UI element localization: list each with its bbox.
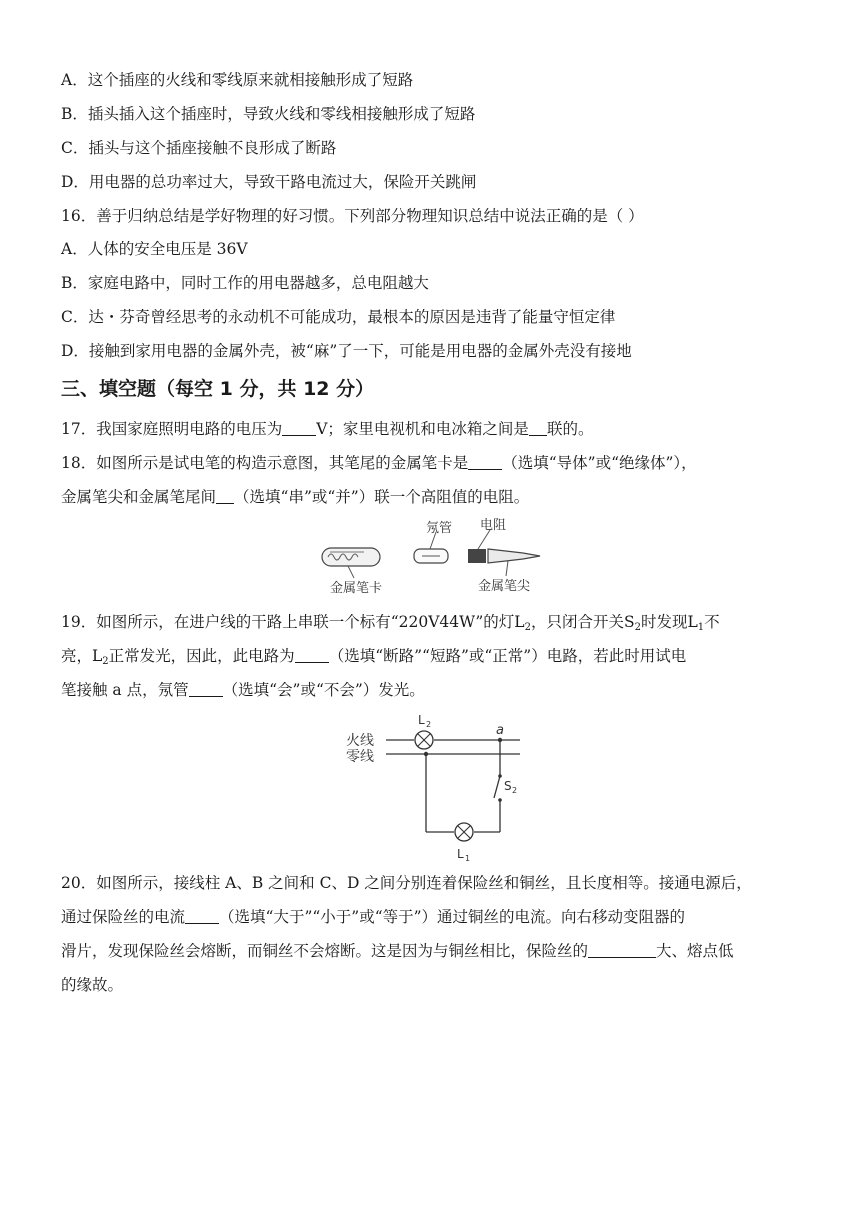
q19-text-1: 19．如图所示，在进户线的干路上串联一个标有“220V44W”的灯L [61,613,525,631]
q19-text-7: （选填“断路”“短路”或“正常”）电路，若此时用试电 [328,647,687,665]
label-s2: S [504,779,512,793]
label-neon-tube: 氖管 [426,521,453,536]
q20-line4: 的缘故。 [61,976,124,994]
q19-sub-2: 2 [634,622,641,633]
q20-blank-property[interactable] [588,942,656,958]
q17-text [61,419,593,439]
q19-text-2: ，只闭合开关S [530,613,635,631]
q19-line1 [61,612,720,638]
q17-part1: 17．我国家庭照明电路的电压为 [61,420,283,438]
q18-text-1: 18．如图所示是试电笔的构造示意图，其笔尾的金属笔卡是 [61,454,469,472]
q19-text-3: 时发现L [640,613,698,631]
q20-text-2: （选填“大于”“小于”或“等于”）通过铜丝的电流。向右移动变阻器的 [219,908,686,926]
q16-option-b: B．家庭电路中，同时工作的用电器越多，总电阻越大 [61,274,429,292]
q19-sub-3: 1 [697,622,705,633]
q18-text-3: 金属笔尖和金属笔尾间 [61,488,217,506]
q18-line1 [61,453,697,473]
q18-line2 [61,487,529,507]
q17-blank-voltage[interactable] [282,420,316,436]
label-s2-sub: 2 [512,786,518,795]
q15-option-a: A．这个插座的火线和零线原来就相接触形成了短路 [61,71,414,89]
label-metal-clip: 金属笔卡 [330,581,383,596]
q19-blank-neon[interactable] [189,681,223,697]
q15-option-c: C．插头与这个插座接触不良形成了断路 [61,139,337,157]
q19-sub-1: 2 [524,622,531,633]
label-resistor: 电阻 [480,518,507,533]
q16-option-c: C．达・芬奇曾经思考的永动机不可能成功，最根本的原因是违背了能量守恒定律 [61,308,616,326]
q16-option-a: A．人体的安全电压是 36V [61,240,248,258]
q20-text-4: 大、熔点低 [656,942,734,960]
label-live-wire: 火线 [346,733,374,749]
label-point-a: a [496,723,504,738]
q18-blank-material[interactable] [468,454,502,470]
q16-stem: 16．善于归纳总结是学好物理的好习惯。下列部分物理知识总结中说法正确的是（ ） [61,207,644,225]
test-pen-figure [318,516,548,596]
q19-text-4: 不 [704,613,720,631]
q15-option-d: D．用电器的总功率过大，导致干路电流过大，保险开关跳闸 [61,173,477,191]
q20-line1: 20．如图所示，接线柱 A、B 之间和 C、D 之间分别连着保险丝和铜丝，且长度相等。接通电源后， [61,874,752,892]
q17-blank-connection[interactable] [529,420,547,436]
q15-option-b: B．插头插入这个插座时，导致火线和零线相接触形成了短路 [61,105,476,123]
label-neutral-wire: 零线 [346,749,374,765]
q19-text-6: 正常发光，因此，此电路为 [108,647,295,665]
q17-part2: V；家里电视机和电冰箱之间是 [316,420,529,438]
q20-line2 [61,907,685,927]
q18-blank-series[interactable] [216,488,234,504]
label-l2-sub: 2 [426,720,432,729]
label-l2: L [418,713,425,727]
q19-text-5: 亮，L [61,647,103,665]
q20-text-3: 滑片，发现保险丝会熔断，而铜丝不会熔断。这是因为与铜丝相比，保险丝的 [61,942,589,960]
q19-line2 [61,646,686,672]
q17-part3: 联的。 [546,420,594,438]
q19-text-9: （选填“会”或“不会”）发光。 [222,681,425,699]
q20-blank-current[interactable] [185,908,219,924]
label-l1-sub: 1 [465,854,471,863]
q20-line3 [61,941,734,961]
q19-text-8: 笔接触 a 点，氖管 [61,681,189,699]
q16-option-d: D．接触到家用电器的金属外壳，被“麻”了一下，可能是用电器的金属外壳没有接地 [61,342,632,360]
q18-text-4: （选填“串”或“并”）联一个高阻值的电阻。 [234,488,530,506]
q19-line3 [61,680,425,700]
q19-blank-circuit-state[interactable] [295,647,329,663]
label-l1: L [457,847,464,861]
label-metal-tip: 金属笔尖 [478,579,531,594]
q18-text-2: （选填“导体”或“绝缘体”）， [502,454,697,472]
q20-text-1: 通过保险丝的电流 [61,908,186,926]
circuit-figure [340,708,530,868]
q19-sub-4: 2 [102,656,109,667]
section-heading: 三、填空题（每空 1 分，共 12 分） [61,378,375,400]
